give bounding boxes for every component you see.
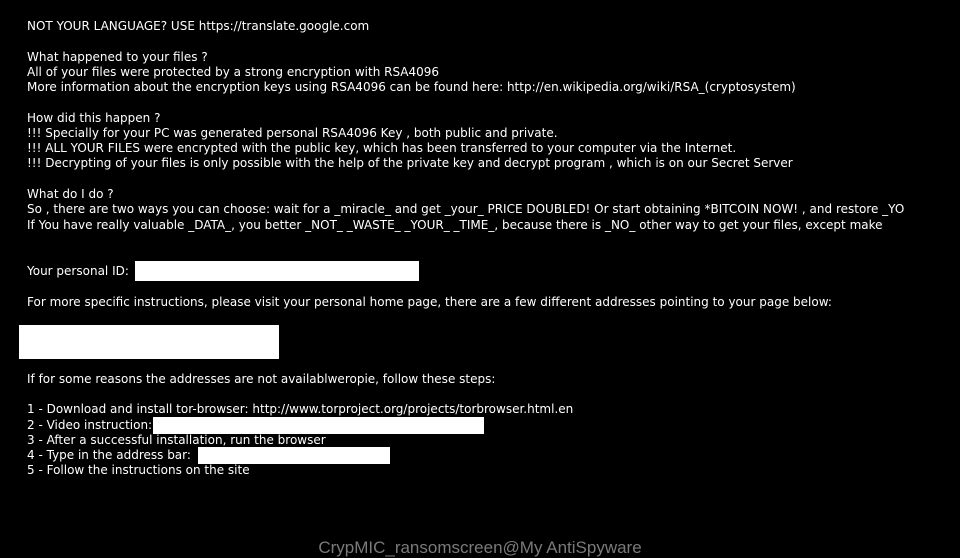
personal-id-redaction	[135, 261, 419, 281]
step-item: 4 - Type in the address bar:	[27, 448, 191, 462]
what-happened-line: All of your files were protected by a strong encryption with RSA4096	[27, 65, 440, 79]
how-happened-line: !!! Specially for your PC was generated personal RSA4096 Key , both public and private.	[27, 126, 558, 140]
what-do-line: If You have really valuable _DATA_, you better _NOT_ _WASTE_ _YOUR_ _TIME_, because there is _NO_ other way to get your files, except make	[27, 218, 883, 232]
personal-id-label: Your personal ID:	[27, 264, 129, 278]
address-bar-redaction	[198, 447, 390, 464]
step-item: 3 - After a successful installation, run the browser	[27, 433, 326, 447]
fallback-intro: If for some reasons the addresses are not availablweropie, follow these steps:	[27, 372, 496, 386]
what-do-heading: What do I do ?	[27, 187, 114, 201]
step-item: 1 - Download and install tor-browser: http://www.torproject.org/projects/torbrowser.html.en	[27, 402, 574, 416]
instructions-intro: For more specific instructions, please visit your personal home page, there are a few different addresses pointing to your page below:	[27, 295, 832, 309]
language-hint: NOT YOUR LANGUAGE? USE https://translate.google.com	[27, 19, 370, 33]
video-url-redaction	[153, 417, 484, 434]
what-do-line: So , there are two ways you can choose: wait for a _miracle_ and get _your_ PRICE DOUBLED! Or start obtaining *BITCOIN NOW! , and restore _YO	[27, 202, 905, 216]
how-happened-heading: How did this happen ?	[27, 111, 161, 125]
what-happened-heading: What happened to your files ?	[27, 50, 208, 64]
what-happened-line: More information about the encryption keys using RSA4096 can be found here: http://en.wikipedia.org/wiki/RSA_(cryptosystem)	[27, 80, 796, 94]
step-item: 2 - Video instruction:	[27, 418, 153, 432]
how-happened-line: !!! ALL YOUR FILES were encrypted with the public key, which has been transferred to your computer via the Internet.	[27, 141, 737, 155]
addresses-redaction	[19, 325, 279, 359]
watermark: CrypMIC_ransomscreen@My AntiSpyware	[318, 538, 642, 557]
step-item: 5 - Follow the instructions on the site	[27, 463, 250, 477]
how-happened-line: !!! Decrypting of your files is only possible with the help of the private key and decrypt program , which is on our Secret Server	[27, 156, 793, 170]
